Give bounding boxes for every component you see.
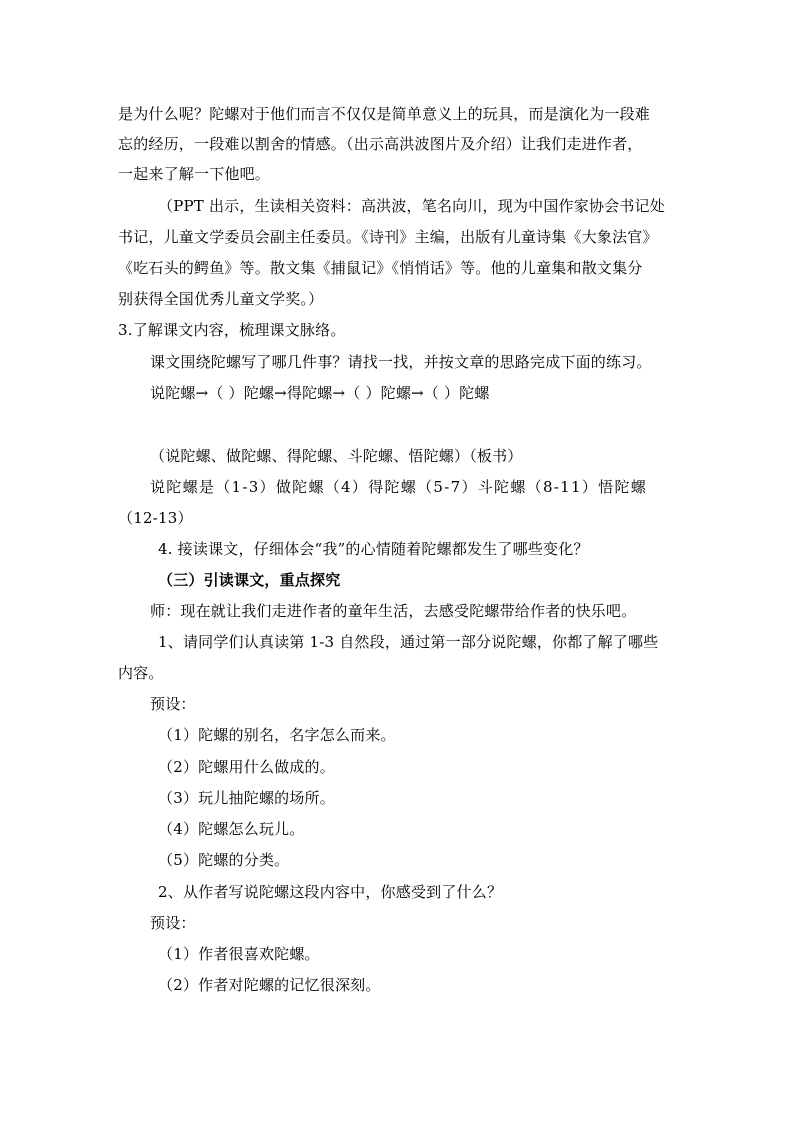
list-item: （1）陀螺的别名，名字怎么而来。: [158, 726, 396, 744]
list-item: （1）作者很喜欢陀螺。: [158, 945, 320, 963]
exercise-line: 说陀螺→（ ）陀螺→得陀螺→（ ）陀螺→（ ）陀螺: [150, 384, 490, 402]
text-line: 说陀螺是（1-3）做陀螺（4）得陀螺（5-7）斗陀螺（8-11）悟陀螺: [150, 478, 648, 496]
text-line: 课文围绕陀螺写了哪几件事？请找一找，并按文章的思路完成下面的练习。: [150, 353, 652, 371]
text-line: （12-13）: [118, 509, 193, 527]
section-heading: 3.了解课文内容，梳理课文脉络。: [118, 321, 346, 339]
text-line: 是为什么呢？陀螺对于他们而言不仅仅是简单意义上的玩具，而是演化为一段难: [118, 105, 651, 123]
text-line: 1、请同学们认真读第 1-3 自然段，通过第一部分说陀螺，你都了解了哪些: [158, 633, 659, 651]
section-heading: （三）引读课文，重点探究: [158, 571, 341, 589]
list-item: （2）陀螺用什么做成的。: [158, 758, 335, 776]
text-line: 别获得全国优秀儿童文学奖。）: [118, 290, 324, 308]
board-note: （说陀螺、做陀螺、得陀螺、斗陀螺、悟陀螺）（板书）: [150, 447, 523, 465]
text-line: 预设：: [150, 914, 196, 932]
list-item: （4）陀螺怎么玩儿。: [158, 820, 305, 838]
text-line: 书记，儿童文学委员会副主任委员。《诗刊》主编，出版有儿童诗集《大象法官》: [118, 228, 658, 246]
text-line: 预设：: [150, 695, 196, 713]
text-line: （PPT 出示，生读相关资料：高洪波，笔名向川，现为中国作家协会书记处: [158, 197, 665, 215]
text-line: 4. 接读课文，仔细体会“我”的心情随着陀螺都发生了哪些变化？: [158, 540, 589, 558]
text-line: 忘的经历，一段难以割舍的情感。（出示高洪波图片及介绍）让我们走进作者，: [118, 135, 643, 153]
list-item: （2）作者对陀螺的记忆很深刻。: [158, 976, 381, 994]
list-item: （3）玩儿抽陀螺的场所。: [158, 789, 335, 807]
text-line: 内容。: [118, 664, 164, 682]
list-item: （5）陀螺的分类。: [158, 851, 290, 869]
text-line: 一起来了解一下他吧。: [118, 165, 271, 183]
text-line: 2、从作者写说陀螺这段内容中，你感受到了什么？: [158, 883, 503, 901]
text-line: 师：现在就让我们走进作者的童年生活，去感受陀螺带给作者的快乐吧。: [150, 602, 637, 620]
text-line: 《吃石头的鳄鱼》等。散文集《捕鼠记》《悄悄话》等。他的儿童集和散文集分: [118, 259, 643, 277]
